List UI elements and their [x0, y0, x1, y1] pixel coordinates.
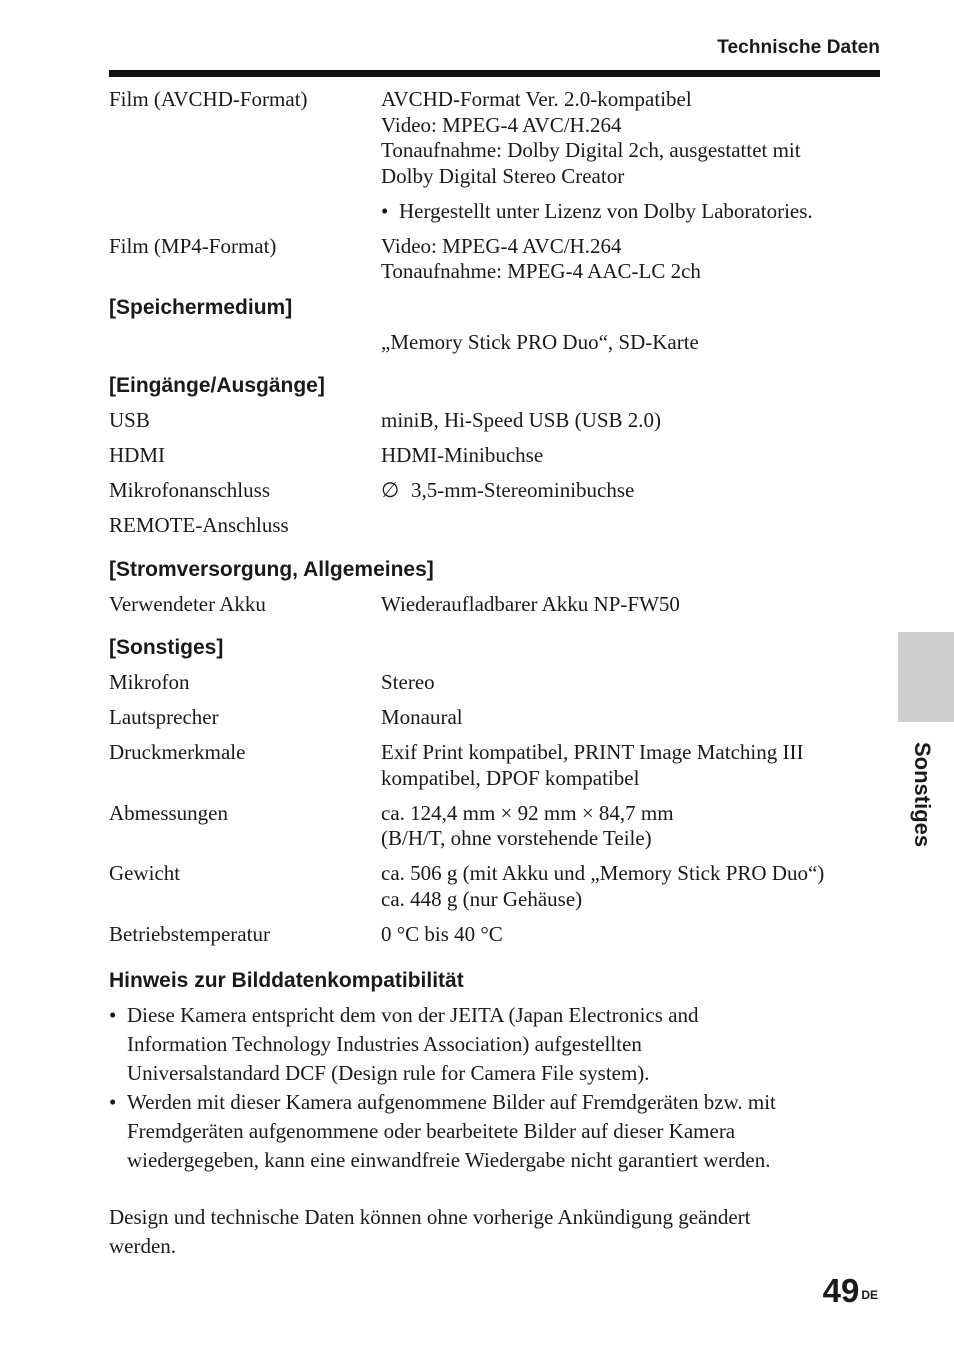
spec-value [381, 234, 880, 285]
spec-value [381, 87, 880, 189]
spec-row-remote [109, 513, 880, 539]
spec-value: miniB, Hi-Speed USB (USB 2.0) [381, 408, 662, 432]
spec-value-line: Dolby Digital Stereo Creator [381, 163, 625, 188]
spec-row-print [109, 740, 880, 791]
spec-value-line: Video: MPEG-4 AVC/H.264 [381, 112, 622, 137]
running-header: Technische Daten [717, 37, 880, 58]
spec-value [381, 861, 880, 912]
spec-row-hdmi [109, 443, 880, 469]
dolby-license-note [109, 199, 880, 225]
spec-label: Betriebstemperatur [109, 921, 270, 946]
spec-label: Verwendeter Akku [109, 591, 266, 616]
spec-row-battery [109, 592, 880, 618]
spec-label: Abmessungen [109, 800, 228, 825]
section-thumb-tab [898, 632, 954, 722]
spec-label: HDMI [109, 443, 165, 467]
spec-content [109, 87, 880, 1261]
spec-value-text: 3,5-mm-Stereominibuchse [411, 478, 635, 502]
spec-value-line: Video: MPEG-4 AVC/H.264 [381, 233, 622, 258]
page-number [823, 1271, 878, 1311]
spec-label: Film (AVCHD-Format) [109, 87, 308, 111]
spec-value-line: (B/H/T, ohne vorstehende Teile) [381, 826, 652, 850]
spec-value-line: ca. 448 g (nur Gehäuse) [381, 886, 583, 911]
section-heading-io: [Eingänge/Ausgänge] [109, 374, 325, 397]
spec-label: Druckmerkmale [109, 740, 246, 764]
section-heading-storage: [Speichermedium] [109, 295, 293, 319]
note-line: wiedergegeben, kann eine einwandfreie Wiedergabe nicht garantiert werden. [127, 1148, 771, 1172]
dolby-license-text: Hergestellt unter Lizenz von Dolby Laboratories. [399, 198, 813, 223]
section-heading-misc: [Sonstiges] [109, 636, 224, 659]
section-side-label-text: Sonstiges [910, 742, 935, 848]
spec-row-speaker [109, 705, 880, 731]
note-line: Universalstandard DCF (Design rule for Camera File system). [127, 1061, 650, 1085]
bullet: • [109, 1090, 117, 1114]
spec-row-film-avchd [109, 87, 880, 189]
spec-value: Monaural [381, 705, 463, 729]
spec-value: 0 °C bis 40 °C [381, 921, 503, 946]
spec-value: HDMI-Minibuchse [381, 443, 544, 467]
bullet: • [381, 198, 389, 223]
bullet: • [109, 1003, 117, 1027]
page-number-value: 49 [822, 1272, 860, 1309]
spec-row-mic-jack [109, 478, 880, 504]
note-item [109, 1001, 880, 1088]
spec-value-line: kompatibel, DPOF kompatibel [381, 765, 640, 790]
spec-value [381, 478, 880, 504]
spec-row-weight [109, 861, 880, 912]
disclaimer-line: werden. [109, 1234, 177, 1258]
section-heading-power: [Stromversorgung, Allgemeines] [109, 557, 434, 581]
spec-value-line: Exif Print kompatibel, PRINT Image Matching III [381, 740, 804, 764]
spec-label: Film (MP4-Format) [109, 233, 277, 258]
page-number-suffix: DE [861, 1288, 878, 1302]
spec-value-line: ca. 124,4 mm × 92 mm × 84,7 mm [381, 800, 674, 825]
note-line: Fremdgeräten aufgenommene oder bearbeitete Bilder auf dieser Kamera [127, 1119, 736, 1143]
disclaimer-line: Design und technische Daten können ohne vorherige Ankündigung geändert [109, 1205, 751, 1229]
spec-value-line: ca. 506 g (mit Akku und „Memory Stick PRO Duo“) [381, 861, 825, 885]
spec-row-dimensions [109, 801, 880, 852]
spec-row-film-mp4 [109, 234, 880, 285]
spec-label: USB [109, 408, 150, 432]
spec-value [381, 513, 880, 539]
spec-label: Lautsprecher [109, 705, 219, 729]
spec-row-usb [109, 408, 880, 434]
section-side-label [907, 742, 935, 848]
spec-value-line: AVCHD-Format Ver. 2.0-kompatibel [381, 87, 692, 111]
spec-value: Stereo [381, 670, 435, 694]
spec-value [381, 740, 880, 791]
spec-value: Wiederaufladbarer Akku NP-FW50 [381, 591, 680, 616]
spec-value-line: Tonaufnahme: Dolby Digital 2ch, ausgestattet mit [381, 138, 801, 162]
header-rule [109, 70, 880, 77]
disclaimer-paragraph [109, 1203, 880, 1261]
spec-row-microphone [109, 670, 880, 696]
note-heading: Hinweis zur Bilddatenkompatibilität [109, 969, 464, 992]
spec-value: „Memory Stick PRO Duo“, SD-Karte [381, 329, 699, 354]
spec-value-line: Tonaufnahme: MPEG-4 AAC-LC 2ch [381, 259, 701, 283]
spec-label: Mikrofon [109, 670, 190, 694]
spec-row-temperature [109, 922, 880, 948]
note-item [109, 1088, 880, 1175]
note-line: Information Technology Industries Association) aufgestellten [127, 1032, 642, 1056]
spec-label: REMOTE-Anschluss [109, 513, 289, 537]
spec-value [381, 801, 880, 852]
note-line: Werden mit dieser Kamera aufgenommene Bilder auf Fremdgeräten bzw. mit [127, 1090, 776, 1114]
spec-label: Gewicht [109, 861, 181, 885]
note-line: Diese Kamera entspricht dem von der JEITA (Japan Electronics and [127, 1003, 699, 1027]
diameter-icon: ∅ [381, 478, 400, 502]
spec-label: Mikrofonanschluss [109, 478, 270, 502]
spec-row-storage [109, 330, 880, 356]
